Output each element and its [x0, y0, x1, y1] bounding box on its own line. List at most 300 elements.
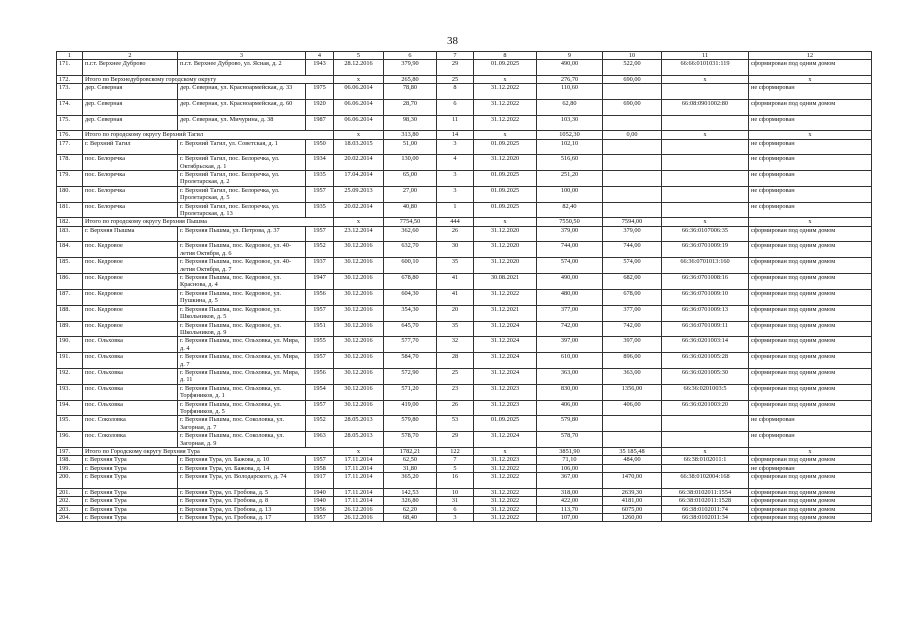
table-cell: 1957 [306, 226, 334, 242]
table-cell: 379,00 [537, 226, 603, 242]
table-cell: п.г.т. Верхнее Дуброво [83, 60, 178, 76]
table-cell: 600,10 [384, 258, 437, 274]
table-cell: 187. [57, 289, 83, 305]
table-cell: 178. [57, 155, 83, 171]
table-cell: 419,00 [384, 400, 437, 416]
table-row [57, 488, 872, 496]
table-cell: 1957 [306, 514, 334, 522]
table-cell: 7754,50 [384, 218, 437, 226]
table-cell: 68,40 [384, 514, 437, 522]
table-cell: не сформирован [749, 186, 872, 202]
table-cell: пос. Кедровое [83, 289, 178, 305]
table-cell: 200. [57, 473, 83, 489]
table-cell: 14 [437, 131, 474, 139]
table-cell: 6075,00 [603, 505, 662, 513]
table-cell: 100,00 [537, 186, 603, 202]
table-cell: 185. [57, 258, 83, 274]
subtotal-label: Итого по городскому округу Верхний Тагил [83, 131, 334, 139]
table-cell: 1956 [306, 289, 334, 305]
table-cell: г. Верхняя Тура, ул. Гробова, д. 13 [178, 505, 306, 513]
table-cell: 1958 [306, 464, 334, 472]
table-cell: 490,00 [537, 60, 603, 76]
table-cell: 66:38:0102011:1 [662, 456, 749, 464]
table-cell: 584,70 [384, 353, 437, 369]
table-cell: сформирован под одним домом [749, 514, 872, 522]
table-cell: 363,00 [537, 368, 603, 384]
table-cell: 367,00 [537, 473, 603, 489]
column-number: 5 [334, 52, 384, 60]
table-row [57, 337, 872, 353]
table-cell: x [334, 448, 384, 456]
table-cell: дер. Северная, ул. Красноармейская, д. 33 [178, 84, 306, 100]
table-cell: 577,70 [384, 337, 437, 353]
table-cell: 28,70 [384, 100, 437, 116]
table-cell: 31.12.2022 [474, 505, 537, 513]
table-cell: пос. Белоречка [83, 186, 178, 202]
table-row [57, 274, 872, 290]
table-cell: 406,00 [537, 400, 603, 416]
table-cell: г. Верхняя Пышма, пос. Ольховка, ул. Торфяников, д. 5 [178, 400, 306, 416]
table-cell [662, 186, 749, 202]
table-cell: 181. [57, 202, 83, 218]
table-cell: 1954 [306, 384, 334, 400]
table-cell: x [474, 76, 537, 84]
table-row [57, 100, 872, 116]
table-cell: 66:36:0701009:10 [662, 289, 749, 305]
table-cell: 678,80 [384, 274, 437, 290]
table-row [57, 155, 872, 171]
table-cell: 31.12.2020 [474, 258, 537, 274]
table-cell: не сформирован [749, 202, 872, 218]
table-cell: сформирован под одним домом [749, 258, 872, 274]
table-cell: 182. [57, 218, 83, 226]
table-cell: сформирован под одним домом [749, 505, 872, 513]
table-cell: 30.12.2016 [334, 353, 384, 369]
table-row [57, 353, 872, 369]
table-cell: 1782,21 [384, 448, 437, 456]
table-cell: 572,90 [384, 368, 437, 384]
table-cell: 06.06.2014 [334, 115, 384, 131]
table-cell: 66:36:0701013:160 [662, 258, 749, 274]
table-cell: 1956 [306, 368, 334, 384]
table-cell: x [662, 448, 749, 456]
table-row [57, 226, 872, 242]
table-cell: 3 [437, 186, 474, 202]
table-cell: 53 [437, 416, 474, 432]
table-cell: x [474, 131, 537, 139]
table-cell: г. Верхняя Пышма, пос. Ольховка, ул. Мира, д. 11 [178, 368, 306, 384]
table-cell: 66:36:0201003:20 [662, 400, 749, 416]
table-cell: сформирован под одним домом [749, 226, 872, 242]
table-cell: 896,00 [603, 353, 662, 369]
table-cell: пос. Ольховка [83, 353, 178, 369]
table-cell: 365,20 [384, 473, 437, 489]
table-cell: 66:38:0102011:34 [662, 514, 749, 522]
table-cell: 313,80 [384, 131, 437, 139]
table-cell: 604,30 [384, 289, 437, 305]
table-cell [603, 464, 662, 472]
table-row [57, 497, 872, 505]
table-row [57, 139, 872, 155]
table-cell: 174. [57, 100, 83, 116]
table-cell: 31 [437, 497, 474, 505]
table-row [57, 384, 872, 400]
table-cell: сформирован под одним домом [749, 497, 872, 505]
table-cell: не сформирован [749, 155, 872, 171]
table-cell [603, 416, 662, 432]
table-cell: 17.11.2014 [334, 464, 384, 472]
table-cell: 578,70 [384, 432, 437, 448]
table-cell: 66:38:0102011:1528 [662, 497, 749, 505]
table-cell: дер. Северная [83, 84, 178, 100]
table-cell: 3 [437, 171, 474, 187]
table-cell: 98,30 [384, 115, 437, 131]
table-cell: 31.12.2020 [474, 155, 537, 171]
table-cell: 192. [57, 368, 83, 384]
table-cell: г. Верхняя Пышма, пос. Кедровое, ул. Школьников, д. 9 [178, 321, 306, 337]
table-cell: 30.12.2016 [334, 274, 384, 290]
table-cell: 17.11.2014 [334, 497, 384, 505]
table-cell: 31.12.2023 [474, 384, 537, 400]
table-cell: 26.12.2016 [334, 505, 384, 513]
table-cell: 29 [437, 60, 474, 76]
table-cell: сформирован под одним домом [749, 473, 872, 489]
table-row [57, 514, 872, 522]
table-cell: не сформирован [749, 139, 872, 155]
table-cell: 66:36:0201003:14 [662, 337, 749, 353]
table-cell: 1957 [306, 400, 334, 416]
table-cell: 51,00 [384, 139, 437, 155]
table-cell: 1952 [306, 416, 334, 432]
table-cell: г. Верхняя Пышма, пос. Кедровое, ул. Краснова, д. 4 [178, 274, 306, 290]
table-cell: 31.12.2022 [474, 514, 537, 522]
table-cell: г. Верхняя Тура, ул. Бажова, д. 14 [178, 464, 306, 472]
table-cell [662, 432, 749, 448]
table-row [57, 84, 872, 100]
table-cell [662, 139, 749, 155]
table-cell: 1943 [306, 60, 334, 76]
table-cell: 379,90 [384, 60, 437, 76]
table-cell: 25 [437, 368, 474, 384]
table-cell: 678,00 [603, 289, 662, 305]
table-cell: 66:38:0102011:1554 [662, 488, 749, 496]
table-cell: дер. Северная, ул. Красноармейская, д. 60 [178, 100, 306, 116]
table-cell: 18.03.2015 [334, 139, 384, 155]
table-cell: 3 [437, 514, 474, 522]
table-row [57, 432, 872, 448]
table-cell [662, 202, 749, 218]
table-row [57, 202, 872, 218]
table-cell: пос. Белоречка [83, 202, 178, 218]
table-cell: x [334, 218, 384, 226]
table-cell: 31.12.2022 [474, 497, 537, 505]
column-number: 10 [603, 52, 662, 60]
table-cell: г. Верхняя Тура, ул. Володарского, д. 74 [178, 473, 306, 489]
column-number: 3 [178, 52, 306, 60]
table-cell: 28.12.2016 [334, 60, 384, 76]
table-cell: 203. [57, 505, 83, 513]
table-cell: 186. [57, 274, 83, 290]
table-cell: 1957 [306, 456, 334, 464]
table-cell: 30.12.2016 [334, 400, 384, 416]
table-cell [603, 202, 662, 218]
table-cell: 26 [437, 226, 474, 242]
table-cell: 189. [57, 321, 83, 337]
table-cell: 1950 [306, 139, 334, 155]
table-cell: г. Верхний Тагил, ул. Советская, д. 1 [178, 139, 306, 155]
table-cell: г. Верхняя Пышма, пос. Кедровое, ул. 40-летия Октября, д. 7 [178, 258, 306, 274]
table-cell: 01.09.2025 [474, 186, 537, 202]
table-cell: 66:36:0201005:30 [662, 368, 749, 384]
column-number: 4 [306, 52, 334, 60]
column-number: 8 [474, 52, 537, 60]
table-cell: 62,80 [537, 100, 603, 116]
table-cell: 175. [57, 115, 83, 131]
table-cell: x [474, 218, 537, 226]
subtotal-label: Итого по Верхнедубровскому городскому округу [83, 76, 334, 84]
table-cell: 2639,30 [603, 488, 662, 496]
table-cell: 06.06.2014 [334, 84, 384, 100]
table-cell: пос. Кедровое [83, 242, 178, 258]
table-cell: 20.02.2014 [334, 155, 384, 171]
table-cell: г. Верхняя Пышма, пос. Кедровое, ул. Школьников, д. 5 [178, 305, 306, 321]
table-cell: 191. [57, 353, 83, 369]
table-cell: 66:36:0701009:13 [662, 305, 749, 321]
table-cell: 20.02.2014 [334, 202, 384, 218]
table-cell: 579,80 [537, 416, 603, 432]
table-cell: 23 [437, 384, 474, 400]
table-cell: 28.05.2013 [334, 432, 384, 448]
table-cell: сформирован под одним домом [749, 100, 872, 116]
table-cell: г. Верхняя Пышма, пос. Кедровое, ул. 40-летия Октября, д. 6 [178, 242, 306, 258]
table-cell: 31.12.2023 [474, 456, 537, 464]
table-cell: 30.12.2016 [334, 337, 384, 353]
table-cell: 571,20 [384, 384, 437, 400]
table-cell: 188. [57, 305, 83, 321]
table-cell: 31.12.2022 [474, 100, 537, 116]
table-row [57, 456, 872, 464]
table-cell: x [749, 76, 872, 84]
table-cell: 10 [437, 488, 474, 496]
table-cell: 3851,90 [537, 448, 603, 456]
table-cell: 66:38:0102011:74 [662, 505, 749, 513]
table-cell: пос. Ольховка [83, 384, 178, 400]
table-row [57, 416, 872, 432]
table-cell [603, 155, 662, 171]
table-cell: 397,00 [603, 337, 662, 353]
table-cell: 65,00 [384, 171, 437, 187]
table-row [57, 464, 872, 472]
table-cell: г. Верхняя Пышма [83, 226, 178, 242]
table-cell: 66:36:0107006:35 [662, 226, 749, 242]
table-cell: 29 [437, 432, 474, 448]
table-cell: 66:08:0901002:80 [662, 100, 749, 116]
table-cell: пос. Ольховка [83, 400, 178, 416]
table-cell: 31.12.2023 [474, 400, 537, 416]
table-cell: 31.12.2022 [474, 473, 537, 489]
table-cell: 17.11.2014 [334, 473, 384, 489]
table-cell: 1940 [306, 497, 334, 505]
table-cell: 377,00 [537, 305, 603, 321]
table-cell: г. Верхняя Тура, ул. Гробова, д. 17 [178, 514, 306, 522]
table-cell: x [662, 218, 749, 226]
table-cell: 6 [437, 505, 474, 513]
table-cell: 744,00 [603, 242, 662, 258]
table-cell: 522,00 [603, 60, 662, 76]
table-cell: сформирован под одним домом [749, 274, 872, 290]
table-cell: 8 [437, 84, 474, 100]
table-cell: 1917 [306, 473, 334, 489]
table-cell: 31.12.2022 [474, 84, 537, 100]
column-number: 6 [384, 52, 437, 60]
table-cell: г. Верхняя Тура [83, 464, 178, 472]
table-cell [603, 139, 662, 155]
table-cell: 1356,00 [603, 384, 662, 400]
table-cell: 406,00 [603, 400, 662, 416]
subtotal-label: Итого по Городскому округу Верхняя Тура [83, 448, 334, 456]
table-cell: пос. Ольховка [83, 337, 178, 353]
table-cell: г. Верхняя Тура [83, 488, 178, 496]
table-cell: сформирован под одним домом [749, 384, 872, 400]
table-cell: 198. [57, 456, 83, 464]
table-cell: г. Верхняя Пышма, пос. Ольховка, ул. Мира, д. 4 [178, 337, 306, 353]
table-cell: 6 [437, 100, 474, 116]
table-cell: 184. [57, 242, 83, 258]
table-cell: 201. [57, 488, 83, 496]
table-cell: 3 [437, 139, 474, 155]
table-cell: сформирован под одним домом [749, 400, 872, 416]
table-cell: г. Верхний Тагил, пос. Белоречка, ул. Пролетарская, д. 13 [178, 202, 306, 218]
table-cell [662, 84, 749, 100]
table-cell: 20 [437, 305, 474, 321]
table-cell: сформирован под одним домом [749, 368, 872, 384]
table-cell: 1975 [306, 84, 334, 100]
table-cell: 830,00 [537, 384, 603, 400]
table-cell: не сформирован [749, 416, 872, 432]
table-cell: 183. [57, 226, 83, 242]
table-cell: г. Верхний Тагил, пос. Белоречка, ул. Пролетарская, д. 2 [178, 171, 306, 187]
table-cell: 17.11.2014 [334, 456, 384, 464]
table-cell: пос. Соколовка [83, 432, 178, 448]
table-cell: 690,00 [603, 76, 662, 84]
table-cell: 31.12.2022 [474, 488, 537, 496]
table-cell: 01.09.2025 [474, 171, 537, 187]
table-cell: 31.12.2022 [474, 464, 537, 472]
table-cell: сформирован под одним домом [749, 60, 872, 76]
table-cell: 113,70 [537, 505, 603, 513]
column-number: 7 [437, 52, 474, 60]
table-cell: 7594,00 [603, 218, 662, 226]
table-cell: не сформирован [749, 115, 872, 131]
table-cell: 7550,50 [537, 218, 603, 226]
table-cell: 41 [437, 274, 474, 290]
table-cell: 379,00 [603, 226, 662, 242]
table-cell [603, 432, 662, 448]
table-cell: г. Верхняя Пышма, пос. Кедровое, ул. Пушкина, д. 5 [178, 289, 306, 305]
table-cell: 204. [57, 514, 83, 522]
table-cell: 195. [57, 416, 83, 432]
column-number: 2 [83, 52, 178, 60]
table-cell: 82,40 [537, 202, 603, 218]
table-cell: 171. [57, 60, 83, 76]
table-cell: 31.12.2022 [474, 115, 537, 131]
table-cell: 66:38:0102004:168 [662, 473, 749, 489]
table-cell: 1935 [306, 171, 334, 187]
table-cell: 193. [57, 384, 83, 400]
table-cell: не сформирован [749, 464, 872, 472]
table-cell: 1952 [306, 242, 334, 258]
table-cell: 1052,30 [537, 131, 603, 139]
table-cell: 31.12.2021 [474, 305, 537, 321]
table-cell: 0,00 [603, 131, 662, 139]
table-cell: 26.12.2016 [334, 514, 384, 522]
table-cell: 31.12.2024 [474, 353, 537, 369]
table-cell: 17.04.2014 [334, 171, 384, 187]
table-cell: 173. [57, 84, 83, 100]
table-cell: 632,70 [384, 242, 437, 258]
table-cell: 1957 [306, 305, 334, 321]
table-row [57, 60, 872, 76]
table-cell: 26 [437, 400, 474, 416]
table-cell: 1957 [306, 186, 334, 202]
table-cell: 103,30 [537, 115, 603, 131]
table-cell: 30.12.2016 [334, 305, 384, 321]
table-row [57, 473, 872, 489]
table-cell: сформирован под одним домом [749, 337, 872, 353]
table-cell: 66:36:0701009:11 [662, 321, 749, 337]
table-cell: 31.12.2020 [474, 226, 537, 242]
table-row [57, 258, 872, 274]
table-cell: 23.12.2014 [334, 226, 384, 242]
table-cell: x [334, 131, 384, 139]
table-cell: 30.12.2016 [334, 368, 384, 384]
table-cell: 30.12.2016 [334, 258, 384, 274]
table-row [57, 505, 872, 513]
table-cell: 444 [437, 218, 474, 226]
table-cell: x [662, 131, 749, 139]
table-cell: не сформирован [749, 432, 872, 448]
table-cell: 484,00 [603, 456, 662, 464]
table-cell [603, 186, 662, 202]
table-cell: дер. Северная [83, 115, 178, 131]
table-cell: 318,00 [537, 488, 603, 496]
table-cell: x [334, 76, 384, 84]
table-cell: 31.12.2024 [474, 337, 537, 353]
table-cell: 377,00 [603, 305, 662, 321]
table-cell: сформирован под одним домом [749, 488, 872, 496]
table-cell: 422,00 [537, 497, 603, 505]
table-cell: не сформирован [749, 84, 872, 100]
table-cell: 31,80 [384, 464, 437, 472]
table-cell: 66:36:0201005:28 [662, 353, 749, 369]
table-cell: г. Верхняя Тура [83, 473, 178, 489]
table-cell: 682,00 [603, 274, 662, 290]
table-cell: 251,20 [537, 171, 603, 187]
table-cell: г. Верхняя Тура [83, 456, 178, 464]
table-cell: 01.09.2025 [474, 139, 537, 155]
table-cell: г. Верхняя Пышма, пос. Соколовка, ул. Загорная, д. 9 [178, 432, 306, 448]
table-cell: 172. [57, 76, 83, 84]
table-cell: 102,10 [537, 139, 603, 155]
table-body [57, 60, 872, 522]
table-row [57, 289, 872, 305]
table-cell [603, 115, 662, 131]
table-cell: 130,00 [384, 155, 437, 171]
table-row [57, 368, 872, 384]
table-cell: пос. Кедровое [83, 258, 178, 274]
table-cell: 30.12.2016 [334, 289, 384, 305]
table-cell: 62,20 [384, 505, 437, 513]
